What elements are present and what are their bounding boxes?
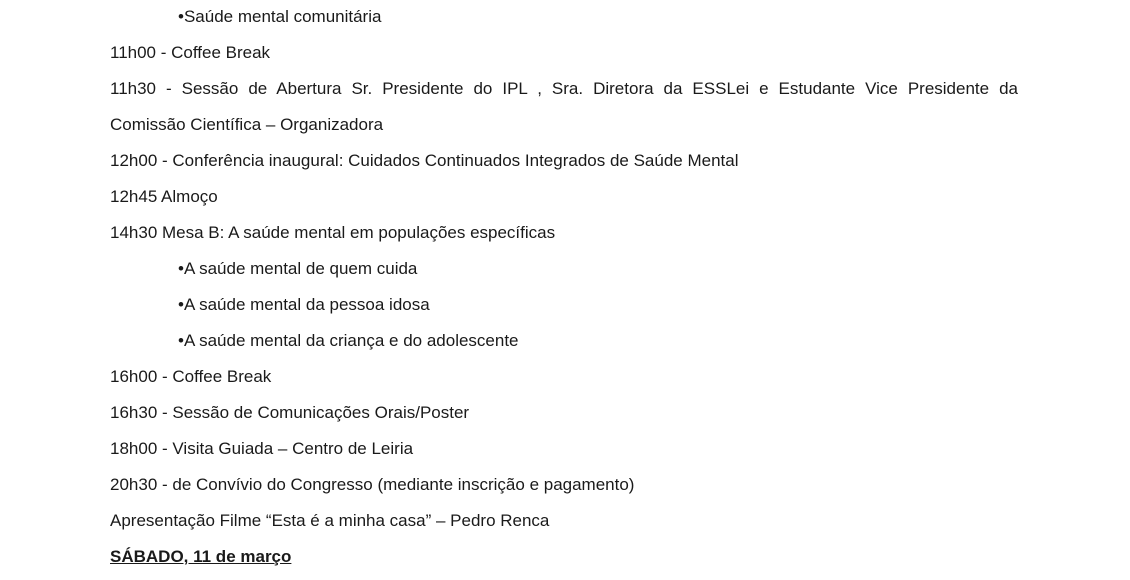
- schedule-item: 16h00 - Coffee Break: [110, 367, 272, 386]
- schedule-item: 11h00 - Coffee Break: [110, 43, 271, 62]
- bullet-item: •Saúde mental comunitária: [178, 7, 382, 26]
- bullet-item: •A saúde mental da pessoa idosa: [178, 295, 430, 314]
- schedule-item: 11h30 - Sessão de Abertura Sr. Presidente do IPL , Sra. Diretora da ESSLei e Estudante Vice Presidente da: [110, 79, 1018, 98]
- section-heading: SÁBADO, 11 de março: [110, 547, 292, 566]
- schedule-item: 20h30 - de Convívio do Congresso (mediante inscrição e pagamento): [110, 475, 635, 494]
- bullet-item: •A saúde mental da criança e do adolescente: [178, 331, 519, 350]
- schedule-item: 18h00 - Visita Guiada – Centro de Leiria: [110, 439, 414, 458]
- schedule-item: Apresentação Filme “Esta é a minha casa” – Pedro Renca: [110, 511, 550, 530]
- schedule-item: 16h30 - Sessão de Comunicações Orais/Poster: [110, 403, 470, 422]
- schedule-item: 12h45 Almoço: [110, 187, 218, 206]
- schedule-item-continuation: Comissão Científica – Organizadora: [110, 115, 384, 134]
- schedule-item: 12h00 - Conferência inaugural: Cuidados Continuados Integrados de Saúde Mental: [110, 151, 739, 170]
- bullet-item: •A saúde mental de quem cuida: [178, 259, 418, 278]
- schedule-item: 14h30 Mesa B: A saúde mental em populações específicas: [110, 223, 556, 242]
